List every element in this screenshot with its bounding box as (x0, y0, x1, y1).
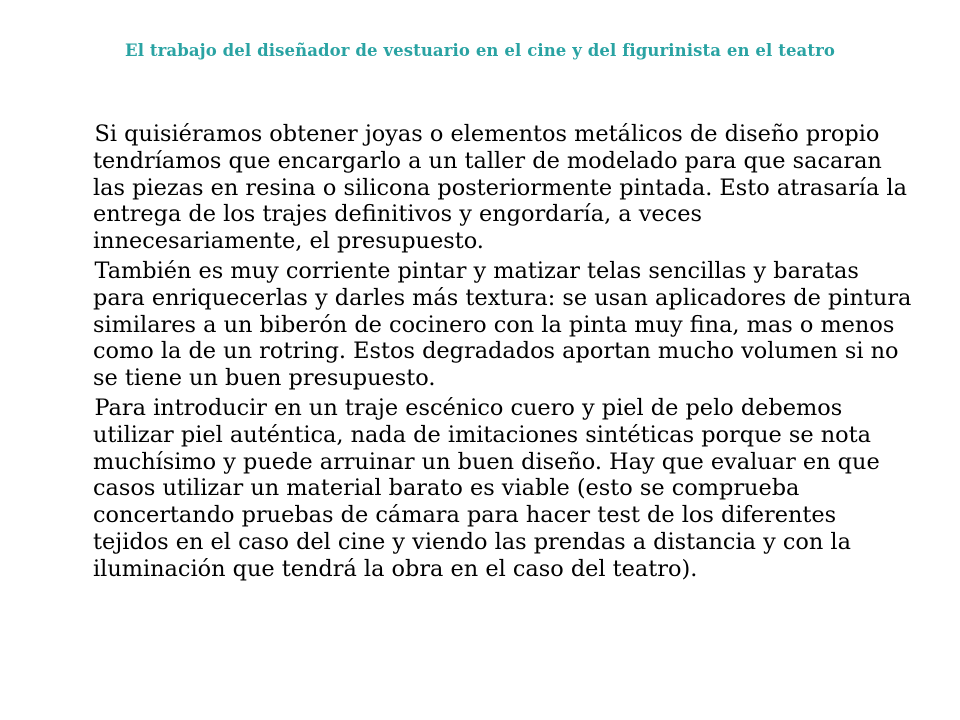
paragraph-jewelry: Si quisiéramos obtener joyas o elementos metálicos de diseño propio tendríamos que encargarlo a un taller de modelado para que sacaran las piezas en resina o silicona posteriormente pintada. Esto atrasaría la entrega de los trajes definitivos y engordaría, a veces innecesariamente, el presupuesto. (93, 121, 907, 255)
slide-title: El trabajo del diseñador de vestuario en el cine y del figurinista en el teatro (125, 41, 835, 60)
paragraph-fabric-painting: También es muy corriente pintar y matizar telas sencillas y baratas para enriquecerlas y darles más textura: se usan aplicadores de pintura similares a un biberón de cocinero con la pinta muy fina, mas o menos como la de un rotring. Estos degradados aportan mucho volumen si no se tiene un buen presupuesto. (93, 257, 912, 392)
slide-body (93, 121, 913, 586)
paragraph-leather-fur: Para introducir en un traje escénico cuero y piel de pelo debemos utilizar piel auténtica, nada de imitaciones sintéticas porque se nota muchísimo y puede arruinar un buen diseño. Hay que evaluar en que casos utilizar un material barato es viable (esto se comprueba concertando pruebas de cámara para hacer test de los diferentes tejidos en el caso del cine y viendo las prendas a distancia y con la iluminación que tendrá la obra en el caso del teatro). (93, 394, 880, 582)
